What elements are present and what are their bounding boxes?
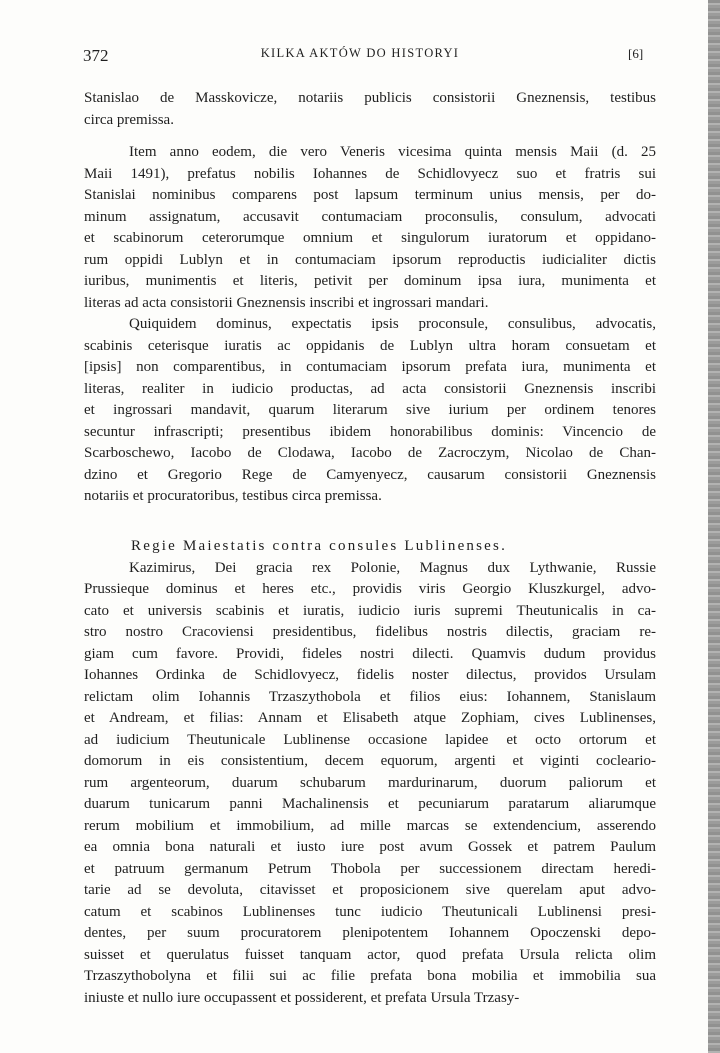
text-line: Stanislao de Masskovicze, notariis publicis consistorii Gneznensis, testibus xyxy=(84,90,656,106)
paragraph xyxy=(84,142,656,314)
text-line: dzino et Gregorio Rege de Camyenyecz, causarum consistorii Gneznensis xyxy=(84,466,656,483)
text-line: [ipsis] non comparentibus, in contumaciam ipsorum prefata iura, munimenta et xyxy=(84,359,656,375)
running-title: KILKA AKTÓW DO HISTORYI xyxy=(260,46,460,60)
text-line: scabinis ceterisque iuratis ac oppidanis de Lublyn ultra horam consuetam et xyxy=(84,337,656,354)
text-line: tarie ad se devoluta, citavisset et proposicionem sive querelam aput advo- xyxy=(84,882,656,898)
page-number: 372 xyxy=(83,46,109,65)
text-line: notariis et procuratoribus, testibus circa premissa. xyxy=(84,488,382,504)
text-body xyxy=(84,88,656,1009)
running-header xyxy=(0,44,720,68)
text-line: Quiquidem dominus, expectatis ipsis proconsule, consulibus, advocatis, xyxy=(129,316,656,332)
text-line: rum oppidi Lublyn et in contumaciam ipsorum reproductis iudicialiter dictis xyxy=(84,251,656,268)
section-heading: Regie Maiestatis contra consules Lublinenses. xyxy=(131,537,508,554)
text-line: iniuste et nullo iure occupassent et possiderent, et prefata Ursula Trzasy- xyxy=(84,989,520,1006)
text-line: et ingrossari mandavit, quarum literarum sive iurium per ordinem tenores xyxy=(84,402,656,418)
text-line: rerum mobilium et immobilium, ad mille marcas se extendencium, asserendo xyxy=(84,817,656,834)
section-paragraph xyxy=(84,558,656,1010)
text-line: iuribus, munimentis et literis, petivit per dominum ipsa iura, munimenta et xyxy=(84,273,656,289)
text-line: literas, realiter in iudicio productas, ad acta consistorii Gneznensis inscribi xyxy=(84,380,656,397)
text-line: et Andream, et filias: Annam et Elisabeth atque Zophiam, cives Lublinenses, xyxy=(84,710,656,726)
text-line: duarum tunicarum panni Machalinensis et pecuniarum paratarum aliarumque xyxy=(84,796,656,812)
text-line: Prussieque dominus et heres etc., providis viris Georgio Kluszkurgel, advo- xyxy=(84,581,656,597)
text-line: et patruum germanum Petrum Thobola per successionem directam heredi- xyxy=(84,860,656,877)
text-line: rum argenteorum, duarum schubarum mardurinarum, duorum paliorum et xyxy=(84,774,656,791)
text-line: dentes, per suum procuratorem plenipotentem Iohannem Opoczenski depo- xyxy=(84,925,656,941)
text-line: ea omnia bona naturali et iusto iure post avum Gossek et patrem Paulum xyxy=(84,839,656,855)
text-line: Trzaszythobolyna et filii sui ac filie prefata bona mobilia et immobilia sua xyxy=(84,968,656,984)
text-line: catum et scabinos Lublinenses tunc iudicio Theutunicali Lublinensi presi- xyxy=(84,903,656,920)
text-line: Stanislai nominibus comparens post lapsum terminum unius mensis, per do- xyxy=(84,187,656,203)
scan-page-edge xyxy=(708,0,720,1053)
text-line: giam cum favore. Providi, fideles nostri dilecti. Quamvis dudum providus xyxy=(84,645,656,662)
text-line: Iohannes Ordinka de Schidlovyecz, fidelis noster dilectus, providos Ursulam xyxy=(84,667,656,683)
text-line: ad iudicium Theutunicale Lublinense occasione lapidee et octo ortorum et xyxy=(84,731,656,748)
text-line: relictam olim Iohannis Trzaszythobola et filios eius: Iohannem, Stanislaum xyxy=(84,688,656,705)
text-line: domorum in eis consistentium, decem equorum, argenti et viginti cocleario- xyxy=(84,753,656,769)
text-line: cato et universis scabinis et iuratis, iudicio iuris supremi Theutunicalis in ca- xyxy=(84,602,656,619)
text-line: literas ad acta consistorii Gneznensis inscribi et ingrossari mandari. xyxy=(84,294,489,311)
text-line: suisset et querulatus fuisset tanquam actor, quod prefata Ursula relicta olim xyxy=(84,946,656,963)
text-line: circa premissa. xyxy=(84,111,174,128)
section-number: [6] xyxy=(628,46,644,61)
text-line: stro nostro Cracoviensi presidentibus, fidelibus nostris dilectis, graciam re- xyxy=(84,624,656,640)
paragraph xyxy=(84,314,656,508)
paragraphs xyxy=(84,88,656,508)
text-line: Scarboschewo, Iacobo de Clodawa, Iacobo de Zacroczym, Nicolao de Chan- xyxy=(84,445,656,461)
text-line: et scabinorum ceterorumque omnium et singulorum iuratorum et oppidano- xyxy=(84,230,656,246)
text-line: secuntur infrascripti; presentibus ibidem honorabilibus dominis: Vincencio de xyxy=(84,423,656,440)
paragraph xyxy=(84,88,656,131)
text-line: Kazimirus, Dei gracia rex Polonie, Magnus dux Lythwanie, Russie xyxy=(129,559,656,576)
text-line: minum assignatum, accusavit contumaciam proconsulis, consulum, advocati xyxy=(84,208,656,225)
text-line: Maii 1491), prefatus nobilis Iohannes de Schidlovyecz suo et fratris sui xyxy=(84,165,656,182)
text-line: Item anno eodem, die vero Veneris vicesima quinta mensis Maii (d. 25 xyxy=(129,144,656,160)
